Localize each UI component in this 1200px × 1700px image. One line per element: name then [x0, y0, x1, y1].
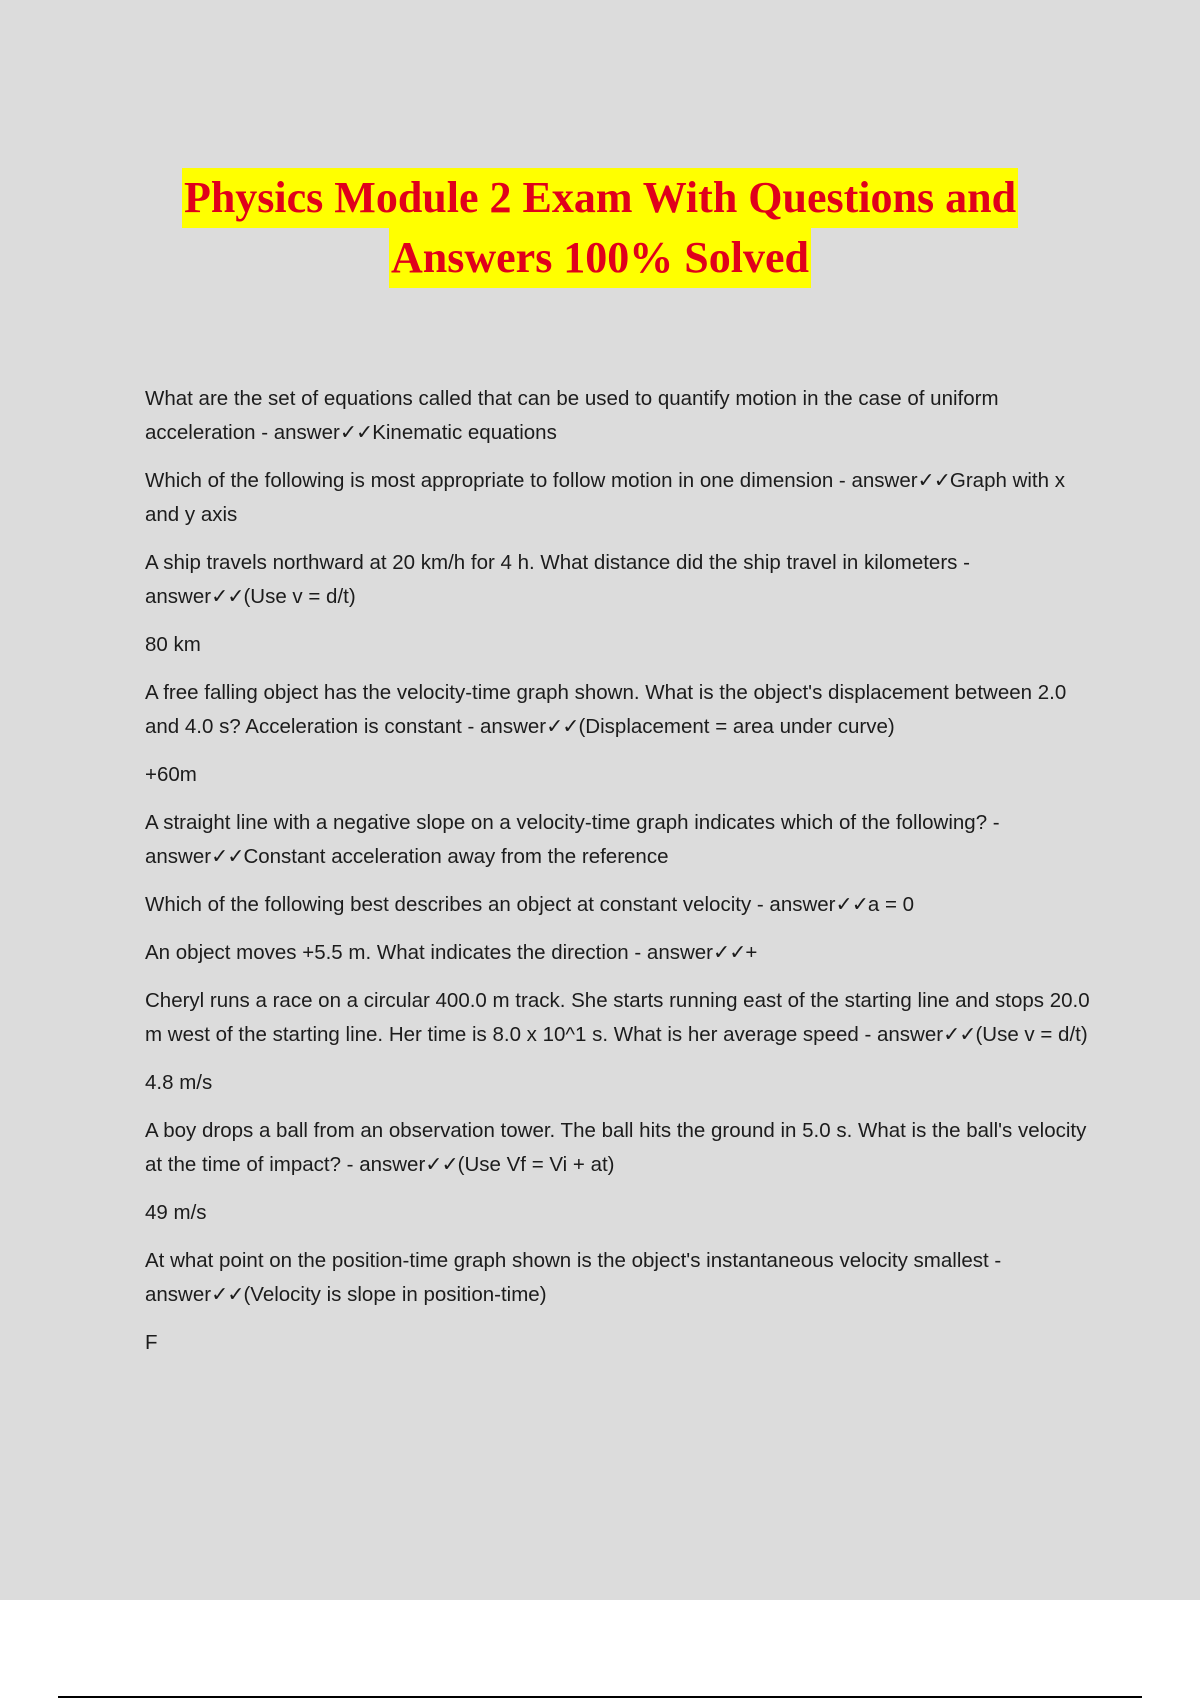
answer-result: +60m	[145, 763, 197, 786]
answer-text: (Use Vf = Vi + at)	[457, 1153, 615, 1176]
qa-item	[145, 382, 1095, 450]
title-line-1: Physics Module 2 Exam With Questions and	[182, 168, 1018, 228]
answer-text: (Use v = d/t)	[975, 1023, 1088, 1046]
qa-item	[145, 936, 1095, 970]
checkmark-icon: ✓✓	[546, 715, 579, 738]
checkmark-icon: ✓✓	[917, 469, 950, 492]
title-line-2: Answers 100% Solved	[389, 228, 811, 288]
question-text: At what point on the position-time graph shown is the object's instantaneous velocity smallest - answer	[145, 1249, 1002, 1306]
answer-result: 4.8 m/s	[145, 1071, 213, 1094]
question-text: A free falling object has the velocity-time graph shown. What is the object's displacement between 2.0 and 4.0 s? Acceleration is constant - answer	[145, 681, 1067, 738]
question-text: Which of the following is most appropriate to follow motion in one dimension - answer	[145, 469, 918, 492]
checkmark-icon: ✓✓	[835, 893, 868, 916]
answer-text: (Velocity is slope in position-time)	[243, 1283, 547, 1306]
checkmark-icon: ✓✓	[211, 585, 244, 608]
qa-item	[145, 888, 1095, 922]
answer-text: (Use v = d/t)	[243, 585, 356, 608]
checkmark-icon: ✓✓	[943, 1023, 976, 1046]
answer-text: Graph with x and y axis	[145, 469, 1065, 526]
answer-text: Constant acceleration away from the reference	[243, 845, 669, 868]
qa-item	[145, 464, 1095, 532]
qa-item	[145, 1244, 1095, 1312]
question-text: Cheryl runs a race on a circular 400.0 m track. She starts running east of the starting line and stops 20.0 m west of the starting line. Her time is 8.0 x 10^1 s. What is her average speed - answer	[145, 989, 1090, 1046]
question-text: What are the set of equations called that can be used to quantify motion in the case of uniform acceleration - answer	[145, 387, 999, 444]
qa-item	[145, 676, 1095, 744]
question-text: A ship travels northward at 20 km/h for 4 h. What distance did the ship travel in kilometers - answer	[145, 551, 970, 608]
question-text: A straight line with a negative slope on a velocity-time graph indicates which of the following? - answer	[145, 811, 1000, 868]
checkmark-icon: ✓✓	[211, 1283, 244, 1306]
answer-text: (Displacement = area under curve)	[578, 715, 895, 738]
qa-item	[145, 546, 1095, 614]
qa-item	[145, 984, 1095, 1052]
qa-item	[145, 1114, 1095, 1182]
qa-item	[145, 806, 1095, 874]
checkmark-icon: ✓✓	[339, 421, 373, 444]
checkmark-icon: ✓✓	[211, 845, 244, 868]
question-text: Which of the following best describes an object at constant velocity - answer	[145, 893, 836, 916]
answer-result: 49 m/s	[145, 1201, 207, 1224]
answer-result: 80 km	[145, 633, 201, 656]
answer-text: Kinematic equations	[372, 421, 557, 444]
checkmark-icon: ✓✓	[713, 941, 746, 964]
question-text: An object moves +5.5 m. What indicates the direction - answer	[145, 941, 714, 964]
footer-divider	[58, 1696, 1142, 1698]
answer-text: +	[745, 941, 758, 964]
qa-list	[145, 382, 1095, 1374]
document-title	[0, 168, 1200, 288]
answer-result: F	[145, 1331, 158, 1354]
checkmark-icon: ✓✓	[425, 1153, 458, 1176]
question-text: A boy drops a ball from an observation tower. The ball hits the ground in 5.0 s. What is the ball's velocity at the time of impact? - answer	[145, 1119, 1087, 1176]
answer-text: a = 0	[867, 893, 915, 916]
